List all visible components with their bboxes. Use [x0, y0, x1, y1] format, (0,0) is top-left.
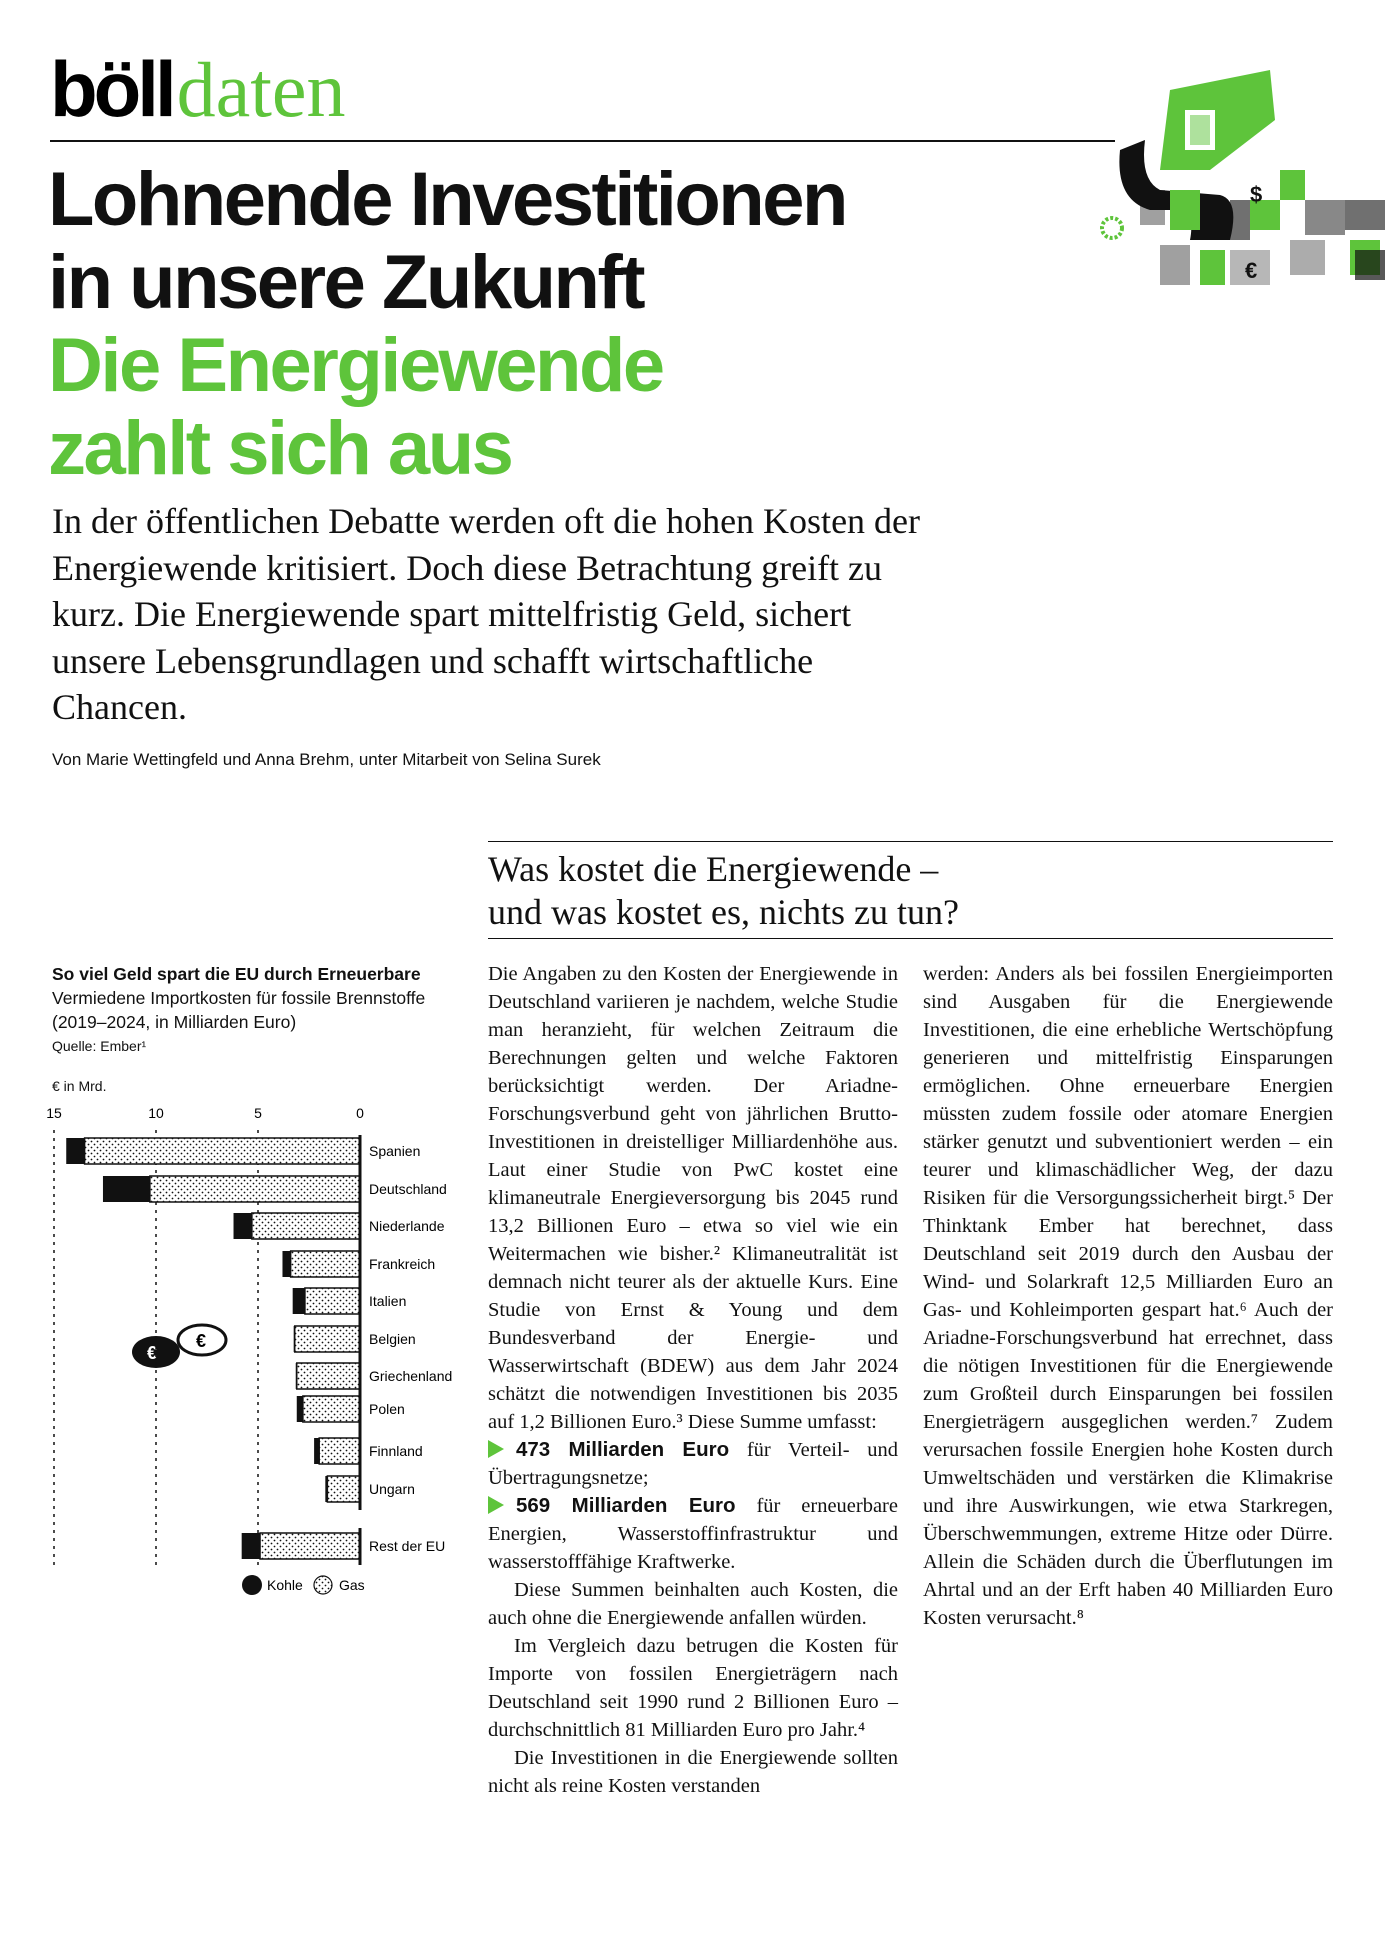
- chart-subtitle: Vermiedene Importkosten für fossile Brennstoffe (2019–2024, in Milliarden Euro): [52, 988, 426, 1032]
- legend-kohle-swatch: [242, 1575, 262, 1595]
- section-rule-bottom: [488, 938, 1333, 939]
- category-label: Niederlande: [369, 1218, 445, 1234]
- bar-kohle: [293, 1288, 305, 1314]
- chart-source: Quelle: Ember¹: [52, 1038, 147, 1054]
- bar-gas: [327, 1476, 360, 1502]
- section-rule-top: [488, 841, 1333, 842]
- triangle-bullet-icon: [488, 1496, 504, 1514]
- category-label: Frankreich: [369, 1256, 436, 1272]
- bar-kohle: [325, 1476, 327, 1502]
- bar-kohle: [242, 1533, 260, 1559]
- tick-label: 0: [356, 1105, 364, 1121]
- body-paragraph: Im Vergleich dazu betrugen die Kosten für Importe von fossilen Energieträgern nach Deutschland seit 1990 rund 2 Billionen Euro – durchschnittlich 81 Milliarden Euro pro Jahr.⁴: [488, 1635, 898, 1741]
- energy-illustration: [1100, 50, 1386, 290]
- bar-gas: [305, 1288, 360, 1314]
- bar-gas: [260, 1533, 360, 1559]
- legend-gas-swatch: [314, 1576, 332, 1594]
- bullet-item: 473 Milliarden Euro für Verteil- und Übertragungsnetze;: [488, 1438, 898, 1489]
- svg-text:€: €: [1245, 258, 1258, 283]
- body-paragraph: Die Investitionen in die Energiewende sollten nicht als reine Kosten verstanden: [488, 1747, 898, 1797]
- category-label: Belgien: [369, 1331, 416, 1347]
- category-label: Italien: [369, 1293, 407, 1309]
- bar-chart: [0, 0, 480, 1600]
- body-column-2: [923, 960, 1333, 1632]
- bar-gas: [319, 1438, 360, 1464]
- body-paragraph: werden: Anders als bei fossilen Energieimporten sind Ausgaben für die Energiewende Investitionen, die eine erhebliche Wertschöpfung generieren und mittelfristig Einsparungen ermöglichen. Ohne erneuerbare Energien müssten zudem fossile oder atomare Energien stärker genutzt und subventioniert werden – ein teurer und klimaschädlicher Weg, der dazu Risiken für die Versorgungssicherheit birgt.⁵ Der Thinktank Ember hat berechnet, dass Deutschland seit 2019 durch den Ausbau der Wind- und Solarkraft 12,5 Milliarden Euro an Gas- und Kohleimporten gespart hat.⁶ Auch der Ariadne-Forschungsverbund hat errechnet, dass die nötigen Investitionen für die Energiewende zum Großteil durch Einsparungen bei fossilen Energieträgern ausgeglichen werden.⁷ Zudem verursachen fossile Energien hohe Kosten durch Umweltschäden und verstärken die Klimakrise und ihre Auswirkungen, wie etwa Starkregen, Überschwemmungen, extreme Hitze oder Dürre. Allein die Schäden durch die Überflutungen im Ahrtal und an der Erft haben 40 Milliarden Euro Kosten verursacht.⁸: [923, 963, 1333, 1629]
- tick-label: 5: [254, 1105, 262, 1121]
- bar-gas: [295, 1326, 360, 1352]
- category-label: Finnland: [369, 1443, 423, 1459]
- bullet-item: 569 Milliarden Euro für erneuerbare Energien, Wasserstoffinfrastruktur und wasserstofffähige Kraftwerke.: [488, 1494, 898, 1573]
- subtitle: Die Energiewende: [48, 323, 663, 408]
- bar-kohle: [66, 1138, 84, 1164]
- category-label: Rest der EU: [369, 1538, 446, 1554]
- bar-kohle: [103, 1176, 150, 1202]
- bar-gas: [303, 1396, 360, 1422]
- svg-text:€: €: [196, 1331, 207, 1351]
- bar-kohle: [282, 1251, 290, 1277]
- legend-label: Kohle: [267, 1577, 303, 1593]
- body-paragraph: Die Angaben zu den Kosten der Energiewende in Deutschland variieren je nachdem, welche Studie man heranzieht, für welchen Zeitraum die Berechnungen gelten und welche Faktoren berücksichtigt werden. Der Ariadne-Forschungsverbund geht von jährlichen Brutto-Investitionen in dreistelliger Milliardenhöhe aus. Laut einer Studie von PwC kostet eine klimaneutrale Energieversorgung bis 2045 rund 13,2 Billionen Euro – etwa so viel wie ein Weitermachen wie bisher.² Klimaneutralität ist demnach nicht teurer als der aktuelle Kurs. Eine Studie von Ernst & Young und dem Bundesverband der Energie- und Wasserwirtschaft (BDEW) aus dem Jahr 2024 schätzt die notwendigen Investitionen bis 2035 auf 1,2 Billionen Euro.³ Diese Summe umfasst:: [488, 963, 898, 1433]
- category-label: Spanien: [369, 1143, 421, 1159]
- category-label: Ungarn: [369, 1481, 415, 1497]
- page-title: Lohnende Investitionen in unsere Zukunft Die Energiewende zahlt sich aus: [48, 157, 846, 491]
- bar-kohle: [234, 1213, 252, 1239]
- intro-paragraph: In der öffentlichen Debatte werden oft die hohen Kosten der Energiewende kritisiert. Doch diese Betrachtung greift zu kurz. Die Energiewende spart mittelfristig Geld, sichert unsere Lebensgrundlagen und schafft wirtschaftliche Chancen.: [52, 501, 921, 727]
- category-label: Polen: [369, 1401, 405, 1417]
- bar-gas: [291, 1251, 360, 1277]
- bar-gas: [85, 1138, 360, 1164]
- byline: Von Marie Wettingfeld und Anna Brehm, unter Mitarbeit von Selina Surek: [52, 750, 601, 769]
- legend-label: Gas: [339, 1577, 365, 1593]
- svg-text:€: €: [147, 1343, 158, 1363]
- bar-gas: [297, 1363, 360, 1389]
- category-label: Griechenland: [369, 1368, 453, 1384]
- bar-kohle: [296, 1363, 297, 1389]
- chart-title: So viel Geld spart die EU durch Erneuerbare: [52, 964, 421, 984]
- bar-gas: [252, 1213, 360, 1239]
- euro-coins-icon: [132, 1325, 226, 1368]
- body-column-1: [488, 960, 898, 1800]
- tick-label: 15: [46, 1105, 62, 1121]
- chart-unit-label: € in Mrd.: [52, 1078, 107, 1094]
- bar-gas: [150, 1176, 360, 1202]
- section-heading: Was kostet die Energiewende – und was kostet es, nichts zu tun?: [488, 849, 959, 932]
- bar-kohle: [294, 1326, 295, 1352]
- triangle-bullet-icon: [488, 1440, 504, 1458]
- tick-label: 10: [148, 1105, 164, 1121]
- bolldaten-logo: bölldaten: [50, 45, 346, 133]
- bar-kohle: [314, 1438, 319, 1464]
- bar-kohle: [297, 1396, 303, 1422]
- body-paragraph: Diese Summen beinhalten auch Kosten, die auch ohne die Energiewende anfallen würden.: [488, 1579, 898, 1629]
- category-label: Deutschland: [369, 1181, 447, 1197]
- svg-text:$: $: [1250, 182, 1263, 207]
